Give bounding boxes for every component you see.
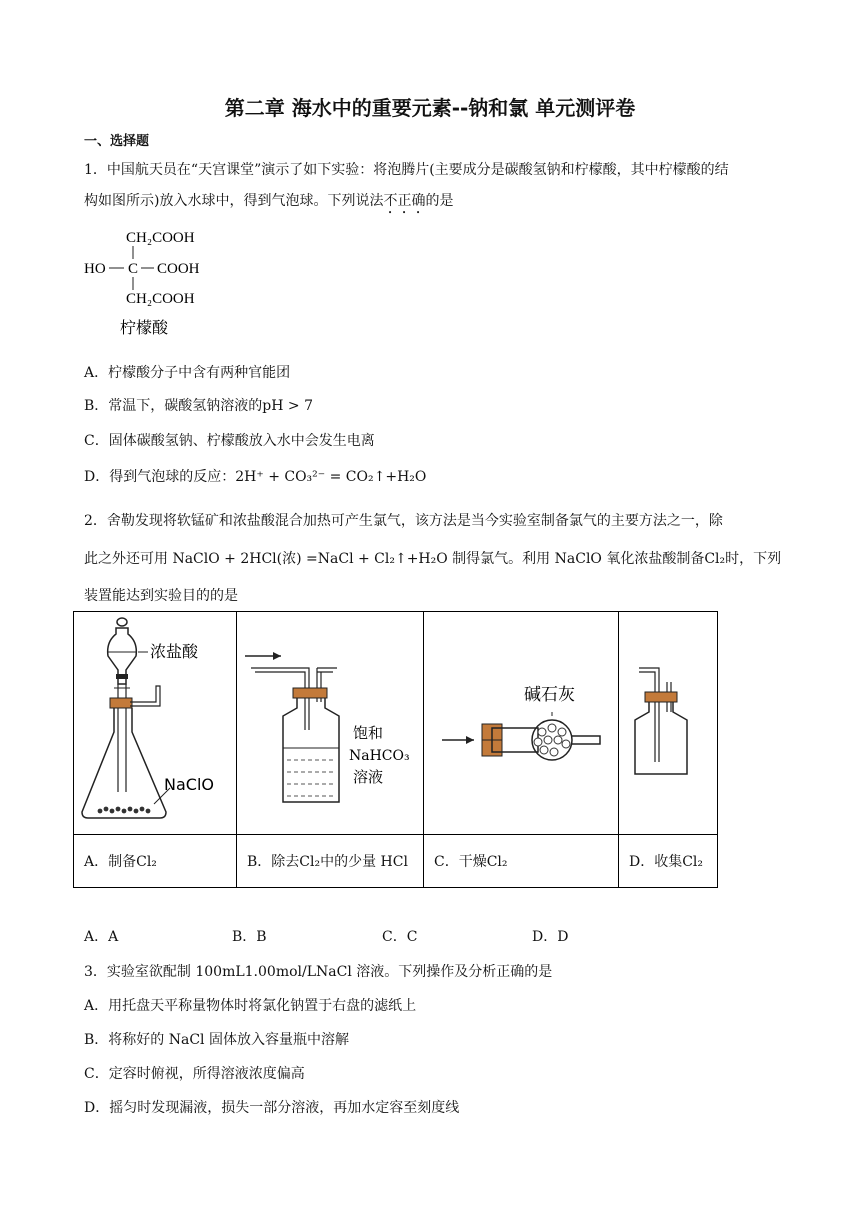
- q3-option-c: C．定容时俯视，所得溶液浓度偏高: [84, 1066, 305, 1082]
- apparatus-table: [73, 611, 718, 888]
- generation-apparatus-image: [74, 612, 236, 830]
- label-saturated: 饱和: [353, 724, 384, 742]
- apparatus-a-cell: [74, 612, 237, 835]
- q1-stem-line2: [84, 190, 453, 217]
- q1-stem-line1: 1．中国航天员在“天宫课堂”演示了如下实验：将泡腾片(主要成分是碳酸氢钠和柠檬酸，其中柠檬酸的结: [84, 162, 729, 178]
- q3-option-d: D．摇匀时发现漏液，损失一部分溶液，再加水定容至刻度线: [84, 1100, 460, 1116]
- label-solution: 溶液: [353, 768, 384, 786]
- citric-acid-structure: [84, 226, 244, 344]
- q3-option-b: B．将称好的 NaCl 固体放入容量瓶中溶解: [84, 1032, 349, 1048]
- q2-choice-a: A．A: [84, 929, 119, 945]
- q3-option-a: A．用托盘天平称量物体时将氯化钠置于右盘的滤纸上: [84, 998, 417, 1014]
- q1-option-a: A．柠檬酸分子中含有两种官能团: [84, 365, 291, 381]
- q1-stem-emphasis: 不正确: [383, 193, 426, 209]
- apparatus-b-cell: [237, 612, 424, 835]
- caption-a: A．制备Cl₂: [74, 835, 237, 888]
- q2-stem-line1: 2．舍勒发现将软锰矿和浓盐酸混合加热可产生氯气，该方法是当今实验室制备氯气的主要方法之一，除: [84, 513, 723, 529]
- struct-row2-left: HO: [84, 261, 106, 277]
- q1-option-d-equation: 2H⁺ + CO₃²⁻ = CO₂↑+H₂O: [235, 469, 427, 485]
- drying-tube-image: [424, 612, 618, 830]
- q2-stem-line3: 装置能达到实验目的的是: [84, 588, 238, 604]
- caption-c: C．干燥Cl₂: [424, 835, 619, 888]
- q2-choice-b: B．B: [232, 929, 267, 945]
- q1-option-d-prefix: D．得到气泡球的反应：: [84, 469, 236, 485]
- collection-bottle-image: [619, 612, 717, 830]
- apparatus-d-cell: [619, 612, 718, 835]
- q2-choice-c: C．C: [382, 929, 418, 945]
- page-title: 第二章 海水中的重要元素--钠和氯 单元测评卷: [224, 96, 636, 120]
- struct-caption: 柠檬酸: [120, 320, 169, 337]
- section-heading: 一、选择题: [84, 134, 150, 149]
- label-soda-lime: 碱石灰: [524, 685, 575, 705]
- struct-row1: CH₂COOH: [126, 230, 195, 246]
- q2-stem-line2: 此之外还可用 NaClO + 2HCl(浓) =NaCl + Cl₂↑+H₂O 制得氯气。利用 NaClO 氧化浓盐酸制备Cl₂时，下列: [84, 551, 782, 567]
- q1-stem-part2: 的是: [425, 193, 454, 209]
- q2-choice-d: D．D: [532, 929, 569, 945]
- q1-option-c: C．固体碳酸氢钠、柠檬酸放入水中会发生电离: [84, 433, 375, 449]
- struct-row2-carbon: C: [128, 261, 139, 277]
- label-nahco3: NaHCO₃: [349, 748, 410, 764]
- q1-option-d: [84, 466, 426, 486]
- struct-row2-right: COOH: [157, 261, 200, 277]
- struct-row3: CH₂COOH: [126, 291, 195, 307]
- wash-bottle-image: [237, 612, 423, 830]
- caption-d: D．收集Cl₂: [619, 835, 718, 888]
- q1-option-b: B．常温下，碳酸氢钠溶液的pH > 7: [84, 398, 313, 414]
- apparatus-c-cell: [424, 612, 619, 835]
- label-naclo: NaClO: [164, 775, 214, 794]
- q3-stem: 3．实验室欲配制 100mL1.00mol/LNaCl 溶液。下列操作及分析正确的是: [84, 964, 553, 980]
- label-conc-hcl: 浓盐酸: [150, 642, 199, 661]
- q1-stem-part1: 构如图所示)放入水球中，得到气泡球。下列说法: [84, 193, 384, 209]
- caption-b: B．除去Cl₂中的少量 HCl: [237, 835, 424, 888]
